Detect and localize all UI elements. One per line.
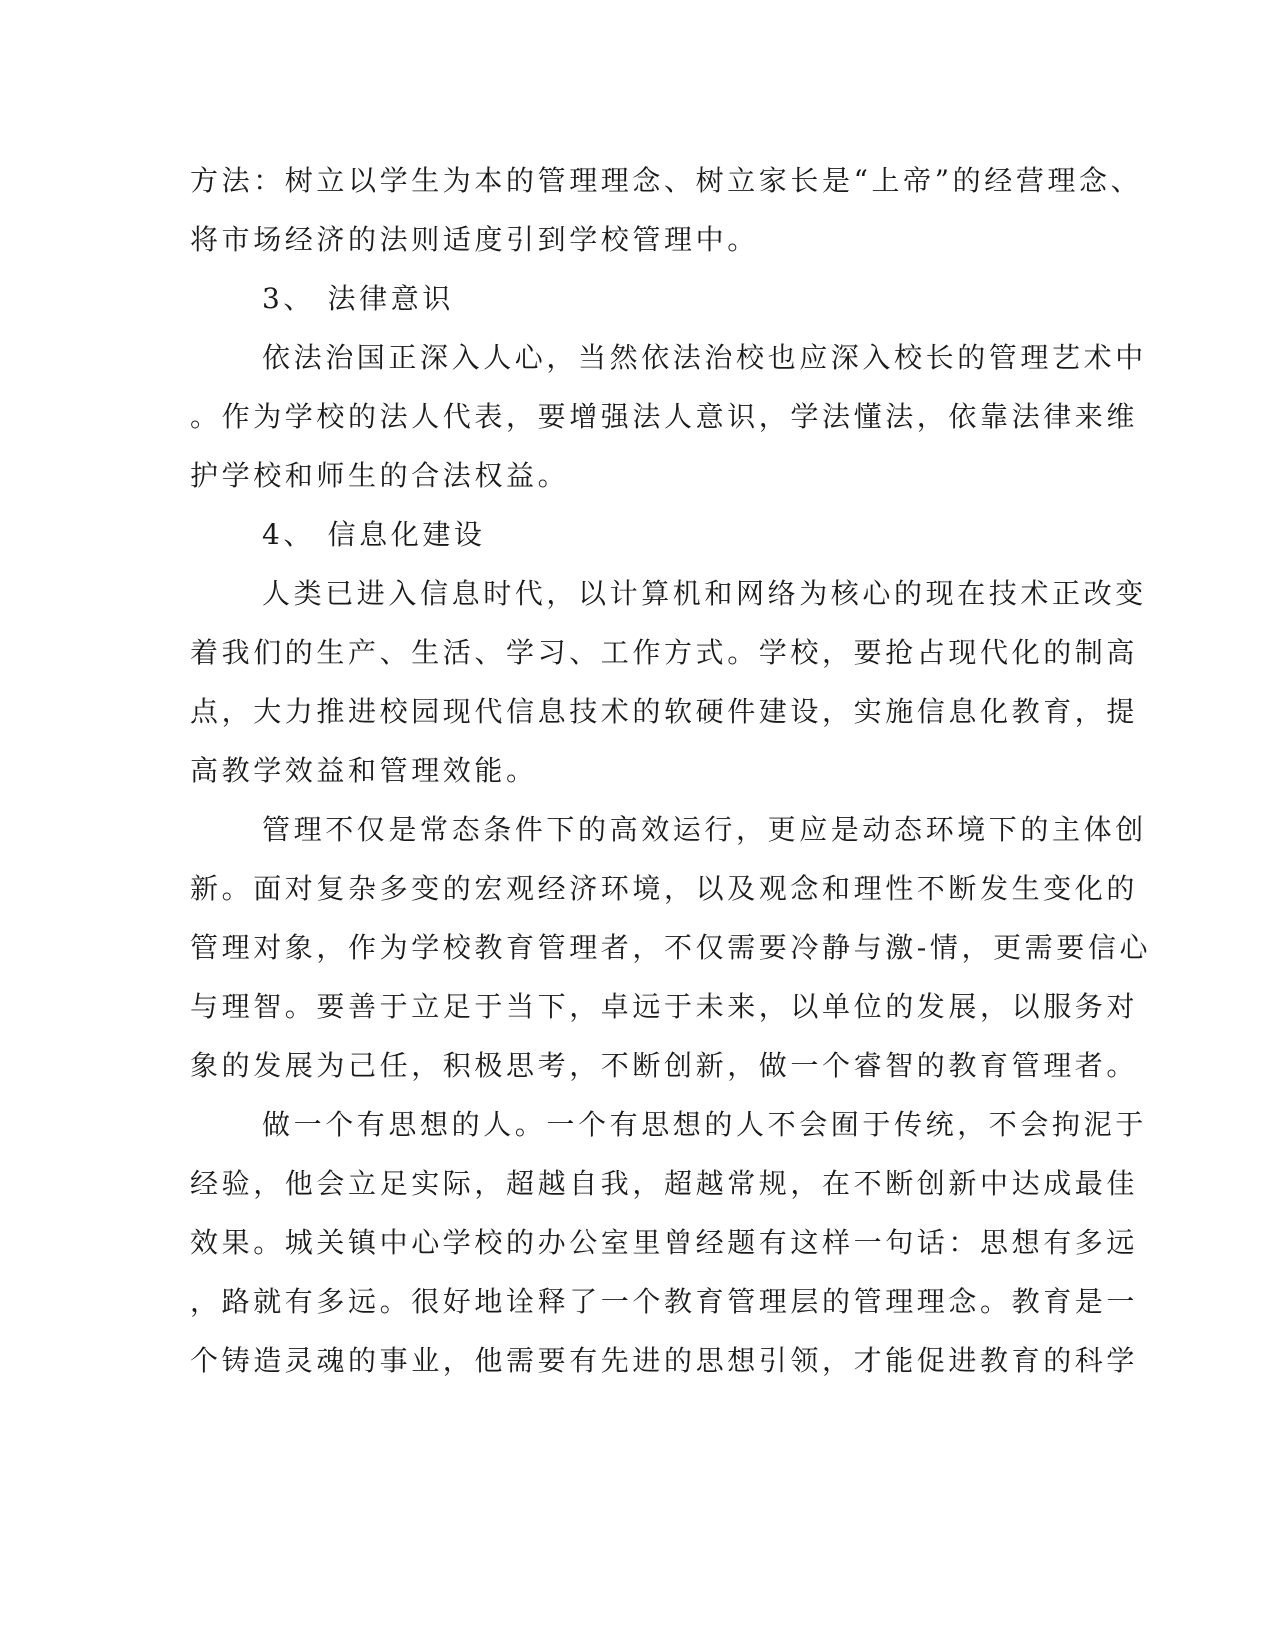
text-line: ，路就有多远。很好地诠释了一个教育管理层的管理理念。教育是一 [190, 1285, 1139, 1318]
text-line: 象的发展为己任，积极思考，不断创新，做一个睿智的教育管理者。 [190, 1049, 1139, 1082]
text-line: 护学校和师生的合法权益。 [190, 459, 570, 492]
text-line: 点，大力推进校园现代信息技术的软硬件建设，实施信息化教育，提 [190, 695, 1139, 728]
text-line: 个铸造灵魂的事业，他需要有先进的思想引领，才能促进教育的科学 [190, 1344, 1139, 1377]
text-line: 与理智。要善于立足于当下，卓远于未来，以单位的发展，以服务对 [190, 990, 1139, 1023]
text-line: 将市场经济的法则适度引到学校管理中。 [190, 223, 759, 256]
section-heading: 4、 信息化建设 [262, 518, 486, 551]
text-line: 新。面对复杂多变的宏观经济环境，以及观念和理性不断发生变化的 [190, 872, 1139, 905]
text-line: 管理对象，作为学校教育管理者，不仅需要冷静与激-情，更需要信心 [190, 931, 1152, 964]
text-line: 效果。城关镇中心学校的办公室里曾经题有这样一句话：思想有多远 [190, 1226, 1139, 1259]
text-line: 着我们的生产、生活、学习、工作方式。学校，要抢占现代化的制高 [190, 636, 1139, 669]
text-line: 依法治国正深入人心，当然依法治校也应深入校长的管理艺术中 [262, 341, 1147, 374]
text-line: 经验，他会立足实际，超越自我，超越常规，在不断创新中达成最佳 [190, 1167, 1139, 1200]
section-heading: 3、 法律意识 [262, 282, 454, 315]
text-line: 做一个有思想的人。一个有思想的人不会囿于传统，不会拘泥于 [262, 1108, 1147, 1141]
text-line: 高教学效益和管理效能。 [190, 754, 538, 787]
text-line: 。作为学校的法人代表，要增强法人意识，学法懂法，依靠法律来维 [190, 400, 1139, 433]
text-line: 方法：树立以学生为本的管理理念、树立家长是“上帝”的经营理念、 [190, 164, 1143, 197]
text-line: 人类已进入信息时代，以计算机和网络为核心的现在技术正改变 [262, 577, 1147, 610]
text-line: 管理不仅是常态条件下的高效运行，更应是动态环境下的主体创 [262, 813, 1147, 846]
